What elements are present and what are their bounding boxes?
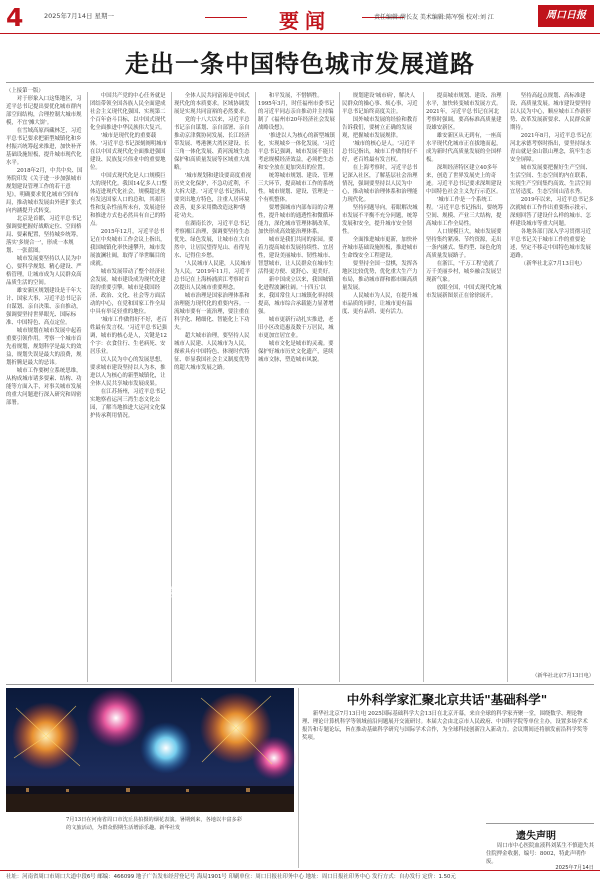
science-news-text: 新华社北京7月13日电 2025国际基础科学大会13日在北京开幕，来自全球的科学家齐聚一堂，围绕数学、理论物理、理论计算机科学等领域前沿问题展开交流研讨。本届大会由北京市人民政府、中国科学院等单位主办，设置多场学术报告和专题论坛，旨在推动基础科学研究与国际学术合作，为全球科技创新注入新动力。会议期间还将颁发前沿科学奖等奖项。 xyxy=(302,711,588,741)
article-paragraph: '城市规划和建设要高度重视历史文化保护，不急功近利，不大拆大建。'习近平总书记指出，要突出地方特色，注重人居环境改善，更多采用微改造这种'绣花'功夫。 xyxy=(174,173,251,219)
article-paragraph: 2018年2月，中共中央、国务院印发《关于进一步加强城市规划建设管理工作的若干意见》，明确要求优化城市空间布局，推动城市发展由外延扩张式向内涵提升式转变。 xyxy=(6,168,83,214)
article-paragraph: 城市治理是国家治理体系和治理能力现代化的重要内容。一流城市要有一流治理，要注重在科学化、精细化、智能化上下功夫。 xyxy=(174,293,250,331)
article-credit: （新华社北京7月13日电） xyxy=(532,673,594,679)
article-paragraph: 规划建设'城市病'，解决人民群众的操心事、烦心事，习近平总书记始终高度关注。 xyxy=(342,93,418,115)
photo-title: 盛夏假日赏烟花 xyxy=(166,586,243,599)
article-paragraph: 要坚持全国一盘棋，发挥各地区比较优势，优化重大生产力布局，推动城市群和都市圈高质量发展。 xyxy=(342,261,418,291)
main-headline: 走出一条中国特色城市发展道路 xyxy=(125,49,475,78)
article-paragraph: 对于形象入口这集地区，习近平总书记提出要优化城市群内部空间结构，合理控制大城市规模，不宜'摊大饼'。 xyxy=(6,96,82,126)
article-paragraph: 在湖南长沙，习近平总书记考察湘江治理，强调要坚持生态优先、绿色发展，让城市在大自然中，让居民望得见山、看得见水、记得住乡愁。 xyxy=(174,221,250,259)
editor-credits: 责任编辑:薛长友 美术编辑:陈军强 校对:刘 江 xyxy=(374,14,494,21)
article-paragraph: 以人民为中心的发展思想，要求城市建设坚持以人为本，推进以人为核心的新型城镇化，让全体人民共享城市发展成果。 xyxy=(90,357,166,387)
issue-date: 2025年7月14日 星期一 xyxy=(44,12,115,20)
article-paragraph: 2021年8月，习近平总书记在河北承德考察时指出，要坚持绿水青山就是金山银山理念，筑牢生态安全屏障。 xyxy=(510,133,592,163)
lost-notice-date: 2025年7月14日 xyxy=(555,865,594,871)
article-paragraph: 城市发展要把握好生产空间、生活空间、生态空间的内在联系，实现生产空间集约高效、生活空间宜居适度、生态空间山清水秀。 xyxy=(510,165,591,195)
article-paragraph: 坚持高起点规划、高标准建设、高质量发展。城市建设要坚持以人民为中心，顺应城市工作新形势、改革发展新要求、人民群众新期待。 xyxy=(510,93,591,131)
article-paragraph: '城市工作是一个系统工程。'习近平总书记指出，要统筹空间、规模、产业三大结构，提高城市工作全局性。 xyxy=(426,197,503,227)
article-paragraph: 2015年12月，习近平总书记在中央城市工作会议上指出，我国城镇化率快速攀升，城市发展波澜壮阔，取得了举世瞩目的成就。 xyxy=(90,229,166,267)
article-paragraph: 城市发展带动了整个经济社会发展，城市建设成为现代化建设的重要引擎。城市是我国经济、政治、文化、社会等方面活动的中心，在党和国家工作全局中具有举足轻重的地位。 xyxy=(90,269,166,315)
article-paragraph: 雄安新区规划建设是千年大计、国家大事，习近平总书记亲自谋划、亲自决策、亲自推动，强调要坚持世界眼光、国际标准、中国特色、高点定位。 xyxy=(6,288,82,326)
page-number: 4 xyxy=(6,3,24,32)
article-paragraph: 城市是我们共同的家园。要着力提高城市发展持续性、宜居性，建设美丽城市、韧性城市、智慧城市，让人民群众在城市生活得更方便、更舒心、更美好。 xyxy=(258,237,334,275)
article-paragraph: 人口规模巨大，城市发展要坚持集约紧凑、节约资源，走出一条内涵式、集约型、绿色化的高质量发展路子。 xyxy=(426,229,502,259)
article-paragraph: 国外城市发展的经验和教育告诉我们，要树立正确的发展观，把握城市发展规律。 xyxy=(342,117,418,139)
section-title: 要闻 xyxy=(279,9,331,33)
article-paragraph: '推进以人为核心的新型城镇化，实现城乡一体化发展。'习近平总书记强调，城市发展不能只考虑规模经济效益，必须把生态和安全放在更加突出的位置。 xyxy=(258,133,335,171)
article-column-6 xyxy=(426,92,504,680)
article-column-5 xyxy=(342,92,420,680)
article-paragraph: 要增强城市内部布局的合理性，提升城市的通透性和微循环能力，深化城市管理体制改革，加快形成高效能治理体系。 xyxy=(258,205,334,235)
article-paragraph: 城市更新行动扎实推进，老旧小区改造惠及数千万居民，城市更加宜居宜业。 xyxy=(258,317,334,339)
article-paragraph: 深圳经济特区建立40多年来，创造了世界发展史上的奇迹。习近平总书记要求深圳建设中国特色社会主义先行示范区。 xyxy=(426,165,502,195)
lost-notice-headline: 遗失声明 xyxy=(516,831,556,842)
article-paragraph: 在雪域高原西藏林芝，习近平总书记要求把新型城镇化和乡村振兴统筹起来推进，加快补齐基础设施短板，提升城市现代化水平。 xyxy=(6,128,82,166)
section-rule-left xyxy=(205,17,247,18)
article-paragraph: 和平发展，不惜牺牲。1995年3月，时任福州市委书记的习近平同志亲自推动并主持编制了《福州市20年经济社会发展战略设想》。 xyxy=(258,93,335,131)
article-paragraph: 党的十八大以来，习近平总书记亲自谋划、亲自部署、亲自推动京津冀协同发展、长江经济带发展、粤港澳大湾区建设、长三角一体化发展、黄河流域生态保护和高质量发展等区域重大战略。 xyxy=(174,117,250,171)
article-paragraph: '城市是现代化的重要载体。'习近平总书记深刻阐明城市在以中国式现代化全面推进强国建设、民族复兴伟业中的重要地位。 xyxy=(90,133,167,171)
article-column-1 xyxy=(6,95,84,680)
article-paragraph: 放眼全国，中国式现代化城市发展新图景正在徐徐展开。 xyxy=(426,285,502,299)
article-column-7 xyxy=(510,92,594,670)
article-paragraph: 各地各部门深入学习贯彻习近平总书记关于城市工作的重要论述，坚定不移走中国特色城市发展道路。 xyxy=(510,229,591,259)
newspaper-logo: 周口日报 xyxy=(538,5,594,27)
article-paragraph: 在江苏扬州，习近平总书记实地察看运河三湾生态文化公园，了解当地推进大运河文化保护传承利用情况。 xyxy=(90,389,166,419)
article-paragraph: 雄安新区从无到有，一座高水平现代化城市正在拔地而起，成为新时代高质量发展的全国样板。 xyxy=(426,133,502,163)
article-paragraph: '人民城市人民建，人民城市为人民。'2019年11月，习近平总书记在上海杨浦滨江考察时首次提出人民城市重要理念。 xyxy=(174,261,251,291)
article-paragraph: '城市的核心是人。'习近平总书记指出，城市工作做得好不好，老百姓最有发言权。 xyxy=(342,141,418,163)
article-paragraph: 城市规划在城市发展中起着重要引领作用。考察一个城市首先看规划，规划科学是最大的效益，规划失误是最大的浪费，规划折腾是最大的忌讳。 xyxy=(6,328,82,366)
article-paragraph: 城市工作要树立系统思维，从构成城市诸多要素、结构、功能等方面入手，对事关城市发展的重大问题进行深入研究和周密部署。 xyxy=(6,368,82,406)
article-paragraph: 超大城市治理，要坚持人民城市人民建、人民城市为人民，探索具有中国特色、体现时代特征、彰显我国社会主义制度优势的超大城市发展之路。 xyxy=(174,333,250,371)
article-paragraph: 全体人民共同富裕是中国式现代化的本质要求。区域协调发展是实现共同富裕的必然要求。 xyxy=(174,93,250,115)
continuation-note: （上接第一版） xyxy=(6,88,44,94)
article-paragraph: 新中国成立以来，我国城镇化进程波澜壮阔。'十四五'以来，我国常住人口城镇化率持续提高，城市综合承载能力显著增强。 xyxy=(258,277,334,315)
article-paragraph: 提高城市规划、建设、治理水平，加快转变城市发展方式。2021年，习近平总书记在河北考察时强调，要高标准高质量建设雄安新区。 xyxy=(426,93,502,131)
science-news-headline: 中外科学家汇聚北京共话"基础科学" xyxy=(346,692,548,707)
article-paragraph: 北京是首都，习近平总书记强调要把握好战略定位、空间格局、要素配置，坚持城乡统筹，落实'多规合一'，形成一本规划、一张蓝图。 xyxy=(6,216,82,254)
photo-caption: 7月13日在河南省周口市沈丘县拍摄的烟花表演。暑期到来，各地以丰富多彩的文旅活动，为群众假期生活增添乐趣。新华社发 xyxy=(66,817,242,831)
article-paragraph: 2019年以来，习近平总书记多次就城市工作作出重要指示批示，深刻回答了建设什么样的城市、怎样建设城市等重大问题。 xyxy=(510,197,594,227)
article-paragraph: 城市文化是城市的灵魂。要保护好城市历史文化遗产，延续城市文脉，塑造城市风貌。 xyxy=(258,341,334,363)
article-paragraph: 中国式现代化是人口规模巨大的现代化。我国14亿多人口整体迈进现代化社会，规模超过现有发达国家人口的总和，其艰巨性和复杂性前所未有，发展途径和推进方式也必然具有自己的特点。 xyxy=(90,173,167,227)
article-paragraph: 城市发展要坚持以人民为中心，要科学规划、精心建设、严格管理，让城市成为人民群众高品质生活的空间。 xyxy=(6,256,82,286)
article-paragraph: 在浙江，'千万工程'造就了万千美丽乡村，城乡融合发展呈现新气象。 xyxy=(426,261,502,283)
article-paragraph: 人民城市为人民，在提升城市品质的同时，让城市更有温度、更有品质、更有活力。 xyxy=(342,293,418,315)
article-paragraph: （新华社北京7月13日电） xyxy=(520,261,585,267)
article-paragraph: 中国共产党的中心任务就是团结带领全国各族人民全面建成社会主义现代化强国、实现第二个百年奋斗目标，以中国式现代化全面推进中华民族伟大复兴。 xyxy=(90,93,166,131)
page-header xyxy=(0,0,600,34)
fireworks-image xyxy=(6,688,294,812)
article-paragraph: '城市工作做得好不好，老百姓最有发言权。'习近平总书记强调，城市的核心是人，关键是12个字：衣食住行、生老病死、安居乐业。 xyxy=(90,317,167,355)
photo-caption-block xyxy=(6,814,294,848)
lost-notice-text: 周口市中心医院血液科刘某生不慎遗失其住院押金收据，编号：8002，特此声明作废。 xyxy=(486,843,594,865)
headline-rule xyxy=(6,82,594,83)
article-column-2 xyxy=(90,92,168,680)
article-column-4 xyxy=(258,92,336,680)
article-paragraph: 在上海考察时，习近平总书记深入社区，了解基层社会治理情况，强调要坚持以人民为中心，推动城市治理体系和治理能力现代化。 xyxy=(342,165,418,203)
science-news-body xyxy=(302,710,592,820)
article-paragraph: 全面推进城市更新，加快补齐城市基础设施短板，推进城市生命线安全工程建设。 xyxy=(342,237,418,259)
fireworks-photo xyxy=(6,586,294,812)
page-footer: 社址：河南省周口市周口大道中段6号 邮编：466099 地子广告发布经营登记号 海局1901号 印刷单位：周口日报社印务中心 地址：周口日报社印务中心 发行方式：自办发行 定价：1.50元 xyxy=(0,870,600,883)
article-paragraph: 坚持问题导向，着眼解决城市发展不平衡不充分问题，统筹发展和安全，提升城市安全韧性。 xyxy=(342,205,418,235)
article-paragraph: 统筹城市规划、建设、管理三大环节，提高城市工作的系统性。城市规划、建设、管理是一个有机整体。 xyxy=(258,173,334,203)
